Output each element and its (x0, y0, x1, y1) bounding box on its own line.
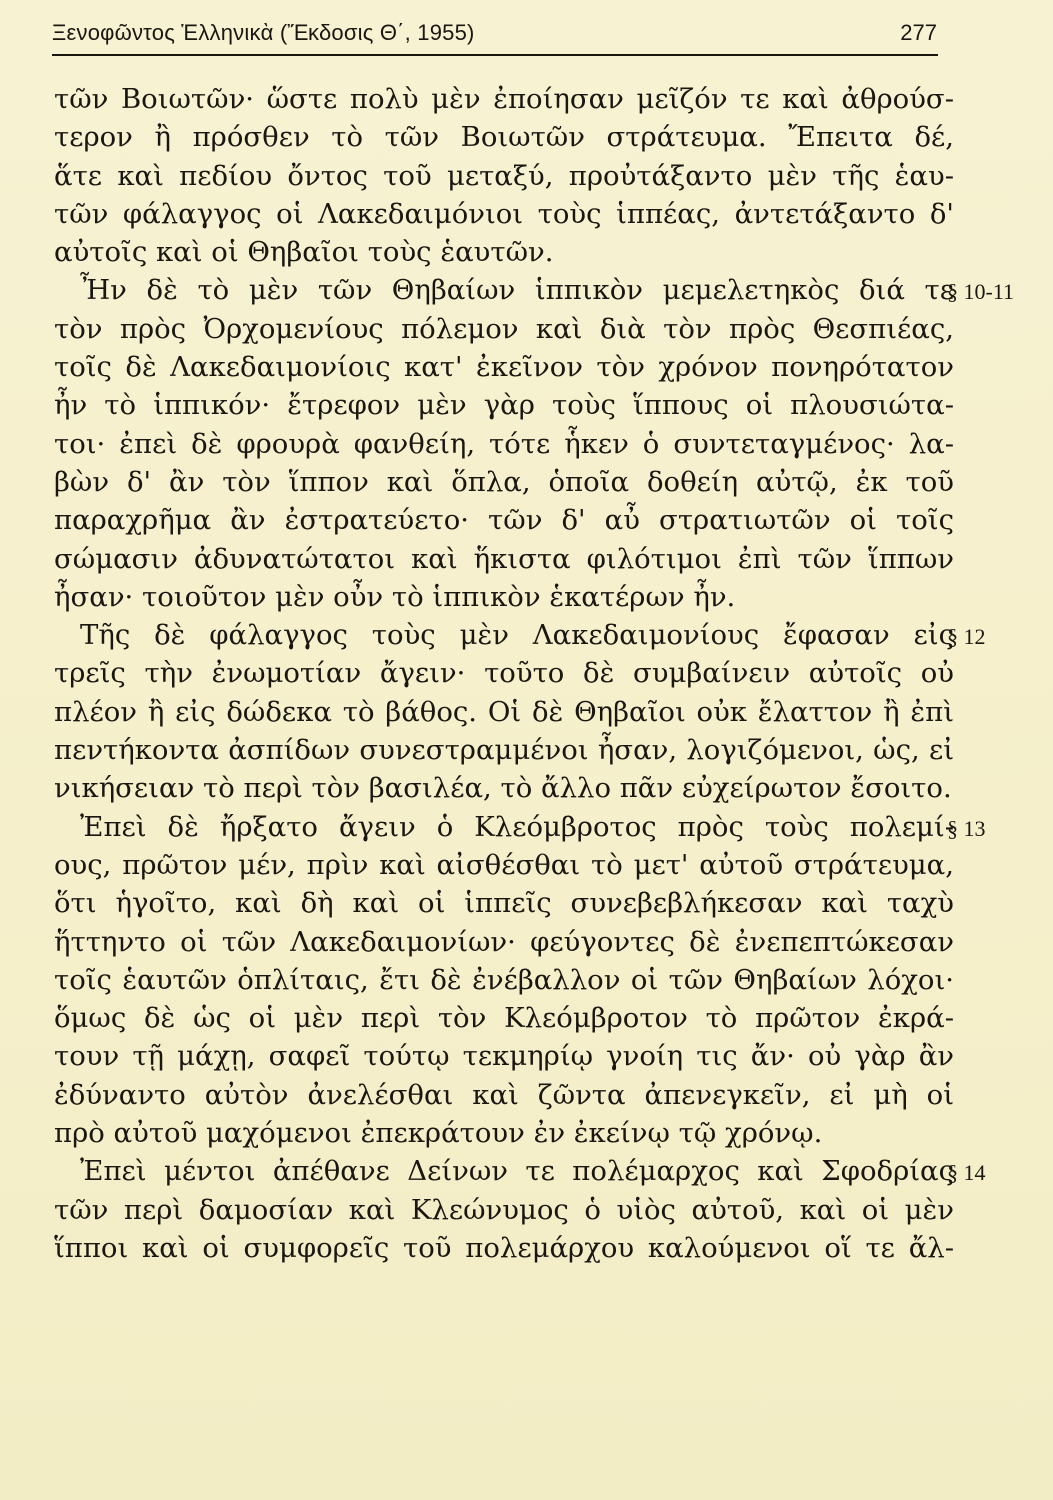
line-text: νικήσειαν τὸ περὶ τὸν βασιλέα, τὸ ἄλλο πᾶν εὐχείρωτον ἔσοιτο. (54, 772, 952, 805)
header-rule (52, 54, 938, 56)
line-text: τοι· ἐπεὶ δὲ φρουρὰ φανθείη, τότε ἧκεν ὁ συντεταγμένος· λα- (54, 427, 954, 460)
text-line (54, 808, 986, 846)
line-text: τὸν πρὸς Ὀρχομενίους πόλεμον καὶ διὰ τὸν πρὸς Θεσπιέας, (54, 312, 954, 345)
text-line (54, 425, 954, 463)
text-line (54, 271, 1015, 309)
line-text: ους, πρῶτον μέν, πρὶν καὶ αἰσθέσθαι τὸ μετ' αὐτοῦ στράτευμα, (54, 848, 954, 881)
text-line (54, 693, 954, 731)
text-line (54, 731, 954, 769)
line-text: ὅτι ἡγοῖτο, καὶ δὴ καὶ οἱ ἱππεῖς συνεβεβλήκεσαν καὶ ταχὺ (54, 887, 954, 920)
text-line (54, 195, 954, 233)
text-line (54, 616, 986, 654)
text-line (54, 769, 954, 807)
line-text: τοῖς ἑαυτῶν ὁπλίταις, ἔτι δὲ ἐνέβαλλον οἱ τῶν Θηβαίων λόχοι· (54, 963, 954, 996)
section-marker: § 12 (947, 624, 986, 650)
text-line (54, 157, 954, 195)
line-text: παραχρῆμα ἂν ἐστρατεύετο· τῶν δ' αὖ στρατιωτῶν οἱ τοῖς (54, 504, 954, 537)
line-text: ἦσαν· τοιοῦτον μὲν οὖν τὸ ἱππικὸν ἑκατέρων ἦν. (54, 580, 736, 613)
text-line (54, 118, 954, 156)
line-text: τερον ἢ πρόσθεν τὸ τῶν Βοιωτῶν στράτευμα. Ἔπειτα δέ, (54, 121, 954, 154)
text-line (54, 348, 954, 386)
line-text: τῶν φάλαγγος οἱ Λακεδαιμόνιοι τοὺς ἱππέας, ἀντετάξαντο δ' (54, 197, 954, 230)
line-text: πλέον ἢ εἰς δώδεκα τὸ βάθος. Οἱ δὲ Θηβαῖοι οὐκ ἔλαττον ἢ ἐπὶ (54, 695, 954, 728)
section-marker: § 13 (947, 815, 986, 841)
line-text: σώμασιν ἀδυνατώτατοι καὶ ἥκιστα φιλότιμοι ἐπὶ τῶν ἵππων (54, 542, 954, 575)
line-text: Τῆς δὲ φάλαγγος τοὺς μὲν Λακεδαιμονίους ἔφασαν εἰς (80, 619, 954, 652)
text-line (54, 999, 954, 1037)
section-marker: § 10-11 (947, 279, 1015, 305)
text-line (54, 1037, 954, 1075)
line-text: τοῖς δὲ Λακεδαιμονίοις κατ' ἐκεῖνον τὸν χρόνον πονηρότατον (54, 351, 954, 384)
running-header (52, 16, 937, 50)
line-text: Ἐπεὶ δὲ ἤρξατο ἄγειν ὁ Κλεόμβροτος πρὸς τοὺς πολεμί- (80, 810, 954, 843)
text-line (54, 501, 954, 539)
page-number: 277 (900, 20, 937, 45)
text-line (54, 540, 954, 578)
line-text: πρὸ αὐτοῦ μαχόμενοι ἐπεκράτουν ἐν ἐκείνῳ τῷ χρόνῳ. (54, 1117, 823, 1150)
text-line (54, 463, 954, 501)
text-line (54, 1229, 954, 1267)
line-text: πεντήκοντα ἀσπίδων συνεστραμμένοι ἦσαν, λογιζόμενοι, ὡς, εἰ (54, 734, 954, 767)
line-text: αὐτοῖς καὶ οἱ Θηβαῖοι τοὺς ἑαυτῶν. (54, 236, 554, 269)
line-text: ἵπποι καὶ οἱ συμφορεῖς τοῦ πολεμάρχου καλούμενοι οἵ τε ἄλ- (54, 1231, 954, 1264)
line-text: ἅτε καὶ πεδίου ὄντος τοῦ μεταξύ, προὐτάξαντο μὲν τῆς ἑαυ- (54, 159, 954, 192)
text-line (54, 884, 954, 922)
text-line (54, 1114, 954, 1152)
line-text: τῶν περὶ δαμοσίαν καὶ Κλεώνυμος ὁ υἱὸς αὐτοῦ, καὶ οἱ μὲν (54, 1193, 954, 1226)
text-line (54, 846, 954, 884)
line-text: ὅμως δὲ ὡς οἱ μὲν περὶ τὸν Κλεόμβροτον τὸ πρῶτον ἐκρά- (54, 1002, 954, 1035)
text-line (54, 386, 954, 424)
line-text: τρεῖς τὴν ἐνωμοτίαν ἄγειν· τοῦτο δὲ συμβαίνειν αὐτοῖς οὐ (54, 657, 954, 690)
section-marker: § 14 (947, 1160, 986, 1186)
text-line (54, 1191, 954, 1229)
line-text: ἦν τὸ ἱππικόν· ἔτρεφον μὲν γὰρ τοὺς ἵππους οἱ πλουσιώτα- (54, 389, 954, 422)
text-line (54, 1076, 954, 1114)
text-line (54, 80, 954, 118)
line-text: Ἐπεὶ μέντοι ἀπέθανε Δείνων τε πολέμαρχος καὶ Σφοδρίας (80, 1155, 954, 1188)
running-title: Ξενοφῶντος Ἑλληνικὰ (Ἔκδοσις Θ΄, 1955) (52, 20, 475, 45)
text-line (54, 1152, 986, 1190)
text-line (54, 578, 954, 616)
line-text: Ἦν δὲ τὸ μὲν τῶν Θηβαίων ἱππικὸν μεμελετηκὸς διά τε (80, 274, 954, 307)
text-line (54, 310, 954, 348)
line-text: τῶν Βοιωτῶν· ὥστε πολὺ μὲν ἐποίησαν μεῖζόν τε καὶ ἀθρούσ- (54, 83, 954, 115)
body-text (54, 80, 1040, 1267)
text-line (54, 654, 954, 692)
text-line (54, 961, 954, 999)
text-line (54, 923, 954, 961)
line-text: τουν τῇ μάχῃ, σαφεῖ τούτῳ τεκμηρίῳ γνοίη τις ἄν· οὐ γὰρ ἂν (54, 1040, 954, 1073)
text-line (54, 233, 954, 271)
line-text: βὼν δ' ἂν τὸν ἵππον καὶ ὅπλα, ὁποῖα δοθείη αὐτῷ, ἐκ τοῦ (54, 465, 954, 498)
line-text: ἐδύναντο αὐτὸν ἀνελέσθαι καὶ ζῶντα ἀπενεγκεῖν, εἰ μὴ οἱ (54, 1078, 954, 1111)
line-text: ἥττηντο οἱ τῶν Λακεδαιμονίων· φεύγοντες δὲ ἐνεπεπτώκεσαν (54, 925, 954, 958)
